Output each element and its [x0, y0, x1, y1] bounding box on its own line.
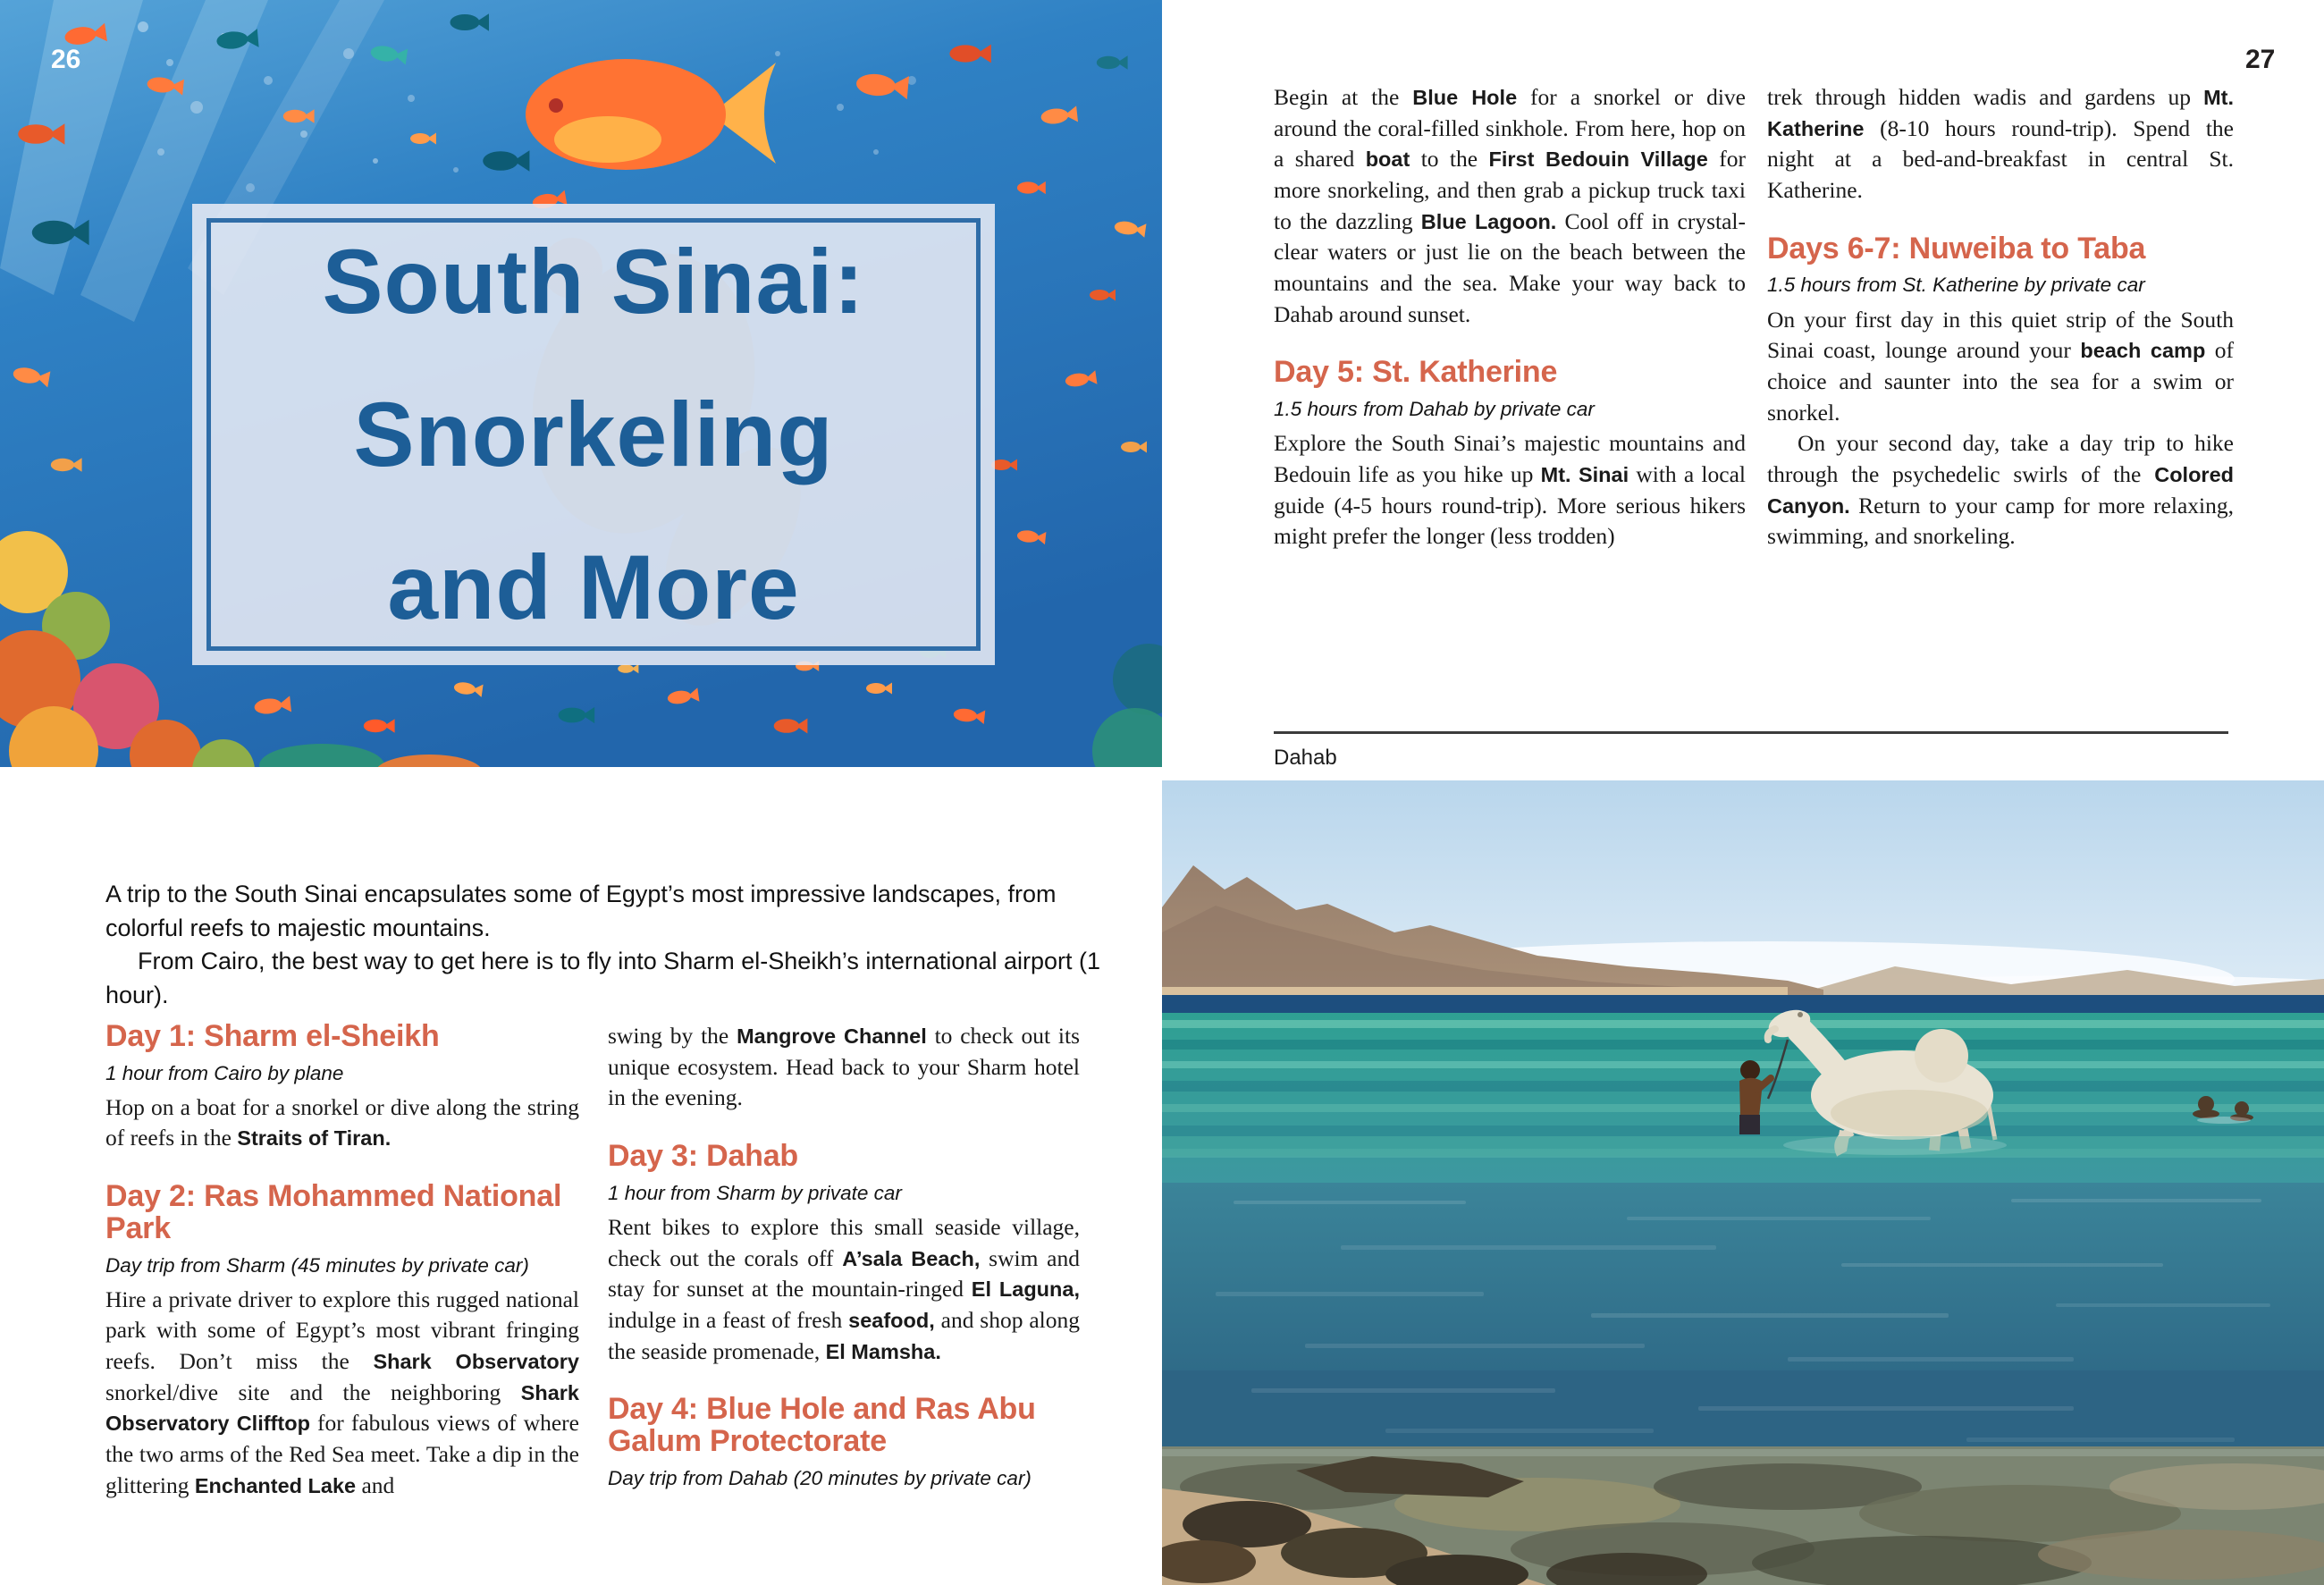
intro-paragraph: From Cairo, the best way to get here is to fly into Sharm el-Sheikh’s international airport (1 hour). — [105, 948, 1100, 1008]
right-page-column-2 — [1767, 82, 2234, 552]
dahab-beach-photo — [1162, 780, 2324, 1585]
day2-body-continued: swing by the Mangrove Channel to check out its unique ecosystem. Head back to your Sharm hotel in the evening. — [608, 1023, 1081, 1111]
day5-travel-note: 1.5 hours from Dahab by private car — [1274, 398, 1595, 421]
days6-7-body: On your first day in this quiet strip of the South Sinai coast, lounge around your beach camp of choice and saunter into the sea for a swim or snorkel. — [1767, 306, 2235, 426]
day3-body: Rent bikes to explore this small seaside village, check out the corals off A’sala Beach, swim and stay for sunset at the mountain-ringed El Laguna, indulge in a feast of fresh seafood, and shop along the seaside promenade, El Mamsha. — [608, 1213, 1081, 1364]
day2-body: Hire a private driver to explore this rugged national park with some of Egypt’s most vibrant fringing reefs. Don’t miss the Shark Observatory snorkel/dive site and the neighboring Shark Observatory Clifftop for fabulous views of where the two arms of the Red Sea meet. Take a dip in the glittering Enchanted Lake and — [105, 1286, 579, 1498]
day3-travel-note: 1 hour from Sharm by private car — [608, 1181, 902, 1204]
right-page-column-1 — [1274, 82, 1746, 552]
day1-heading: Day 1: Sharm el-Sheikh — [105, 1019, 440, 1053]
right-column-days-3-4 — [608, 1021, 1080, 1497]
days6-7-heading: Days 6-7: Nuweiba to Taba — [1767, 231, 2146, 266]
underwater-reef-photo — [0, 0, 1162, 767]
day2-heading: Day 2: Ras Mohammed National Park — [105, 1179, 562, 1245]
days6-7-body: On your second day, take a day trip to hike through the psychedelic swirls of the Colored Canyon. Return to your camp for more relaxing, swimming, and snorkeling. — [1767, 430, 2234, 550]
chapter-title-line: Snorkeling — [353, 383, 834, 485]
chapter-title-box — [192, 204, 995, 665]
left-column-days-1-2 — [105, 1021, 579, 1501]
caption-rule — [1274, 731, 2228, 734]
page-number-left: 26 — [51, 45, 81, 74]
day1-travel-note: 1 hour from Cairo by plane — [105, 1061, 344, 1084]
dahab-photo-illustration — [1162, 780, 2324, 1585]
page-number-right: 27 — [2245, 45, 2276, 74]
day5-body: Explore the South Sinai’s majestic mountains and Bedouin life as you hike up Mt. Sinai with a local guide (4-5 hours round-trip). More serious hikers might prefer the longer (less trodden) — [1274, 430, 1746, 550]
chapter-title-line: South Sinai: — [322, 230, 865, 333]
day2-travel-note: Day trip from Sharm (45 minutes by private car) — [105, 1253, 529, 1277]
page-27 — [1162, 0, 2324, 1585]
day1-body: Hop on a boat for a snorkel or dive along the string of reefs in the Straits of Tiran. — [105, 1093, 579, 1151]
photo-caption: Dahab — [1274, 746, 1337, 770]
intro-paragraph: A trip to the South Sinai encapsulates some of Egypt’s most impressive landscapes, from colorful reefs to majestic mountains. — [105, 881, 1057, 941]
chapter-title-line: and More — [387, 535, 800, 638]
day4-heading: Day 4: Blue Hole and Ras Abu Galum Protectorate — [608, 1392, 1036, 1458]
day4-body-continued: Begin at the Blue Hole for a snorkel or dive around the coral-filled sinkhole. From here, hop on a shared boat to the First Bedouin Village for more snorkeling, and then grab a pickup truck taxi to the dazzling Blue Lagoon. Cool off in crystal-clear waters or just lie on the beach between the mountains and the sea. Make your way back to Dahab around sunset. — [1274, 84, 1746, 327]
days6-7-travel-note: 1.5 hours from St. Katherine by private car — [1767, 274, 2145, 297]
day5-heading: Day 5: St. Katherine — [1274, 355, 1558, 390]
chapter-intro — [105, 878, 1124, 1012]
day5-body-continued: trek through hidden wadis and gardens up Mt. Katherine (8-10 hours round-trip). Spend the night at a bed-and-breakfast in central St. Katherine. — [1767, 84, 2234, 204]
day3-heading: Day 3: Dahab — [608, 1139, 799, 1174]
day4-travel-note: Day trip from Dahab (20 minutes by private car) — [608, 1466, 1031, 1489]
